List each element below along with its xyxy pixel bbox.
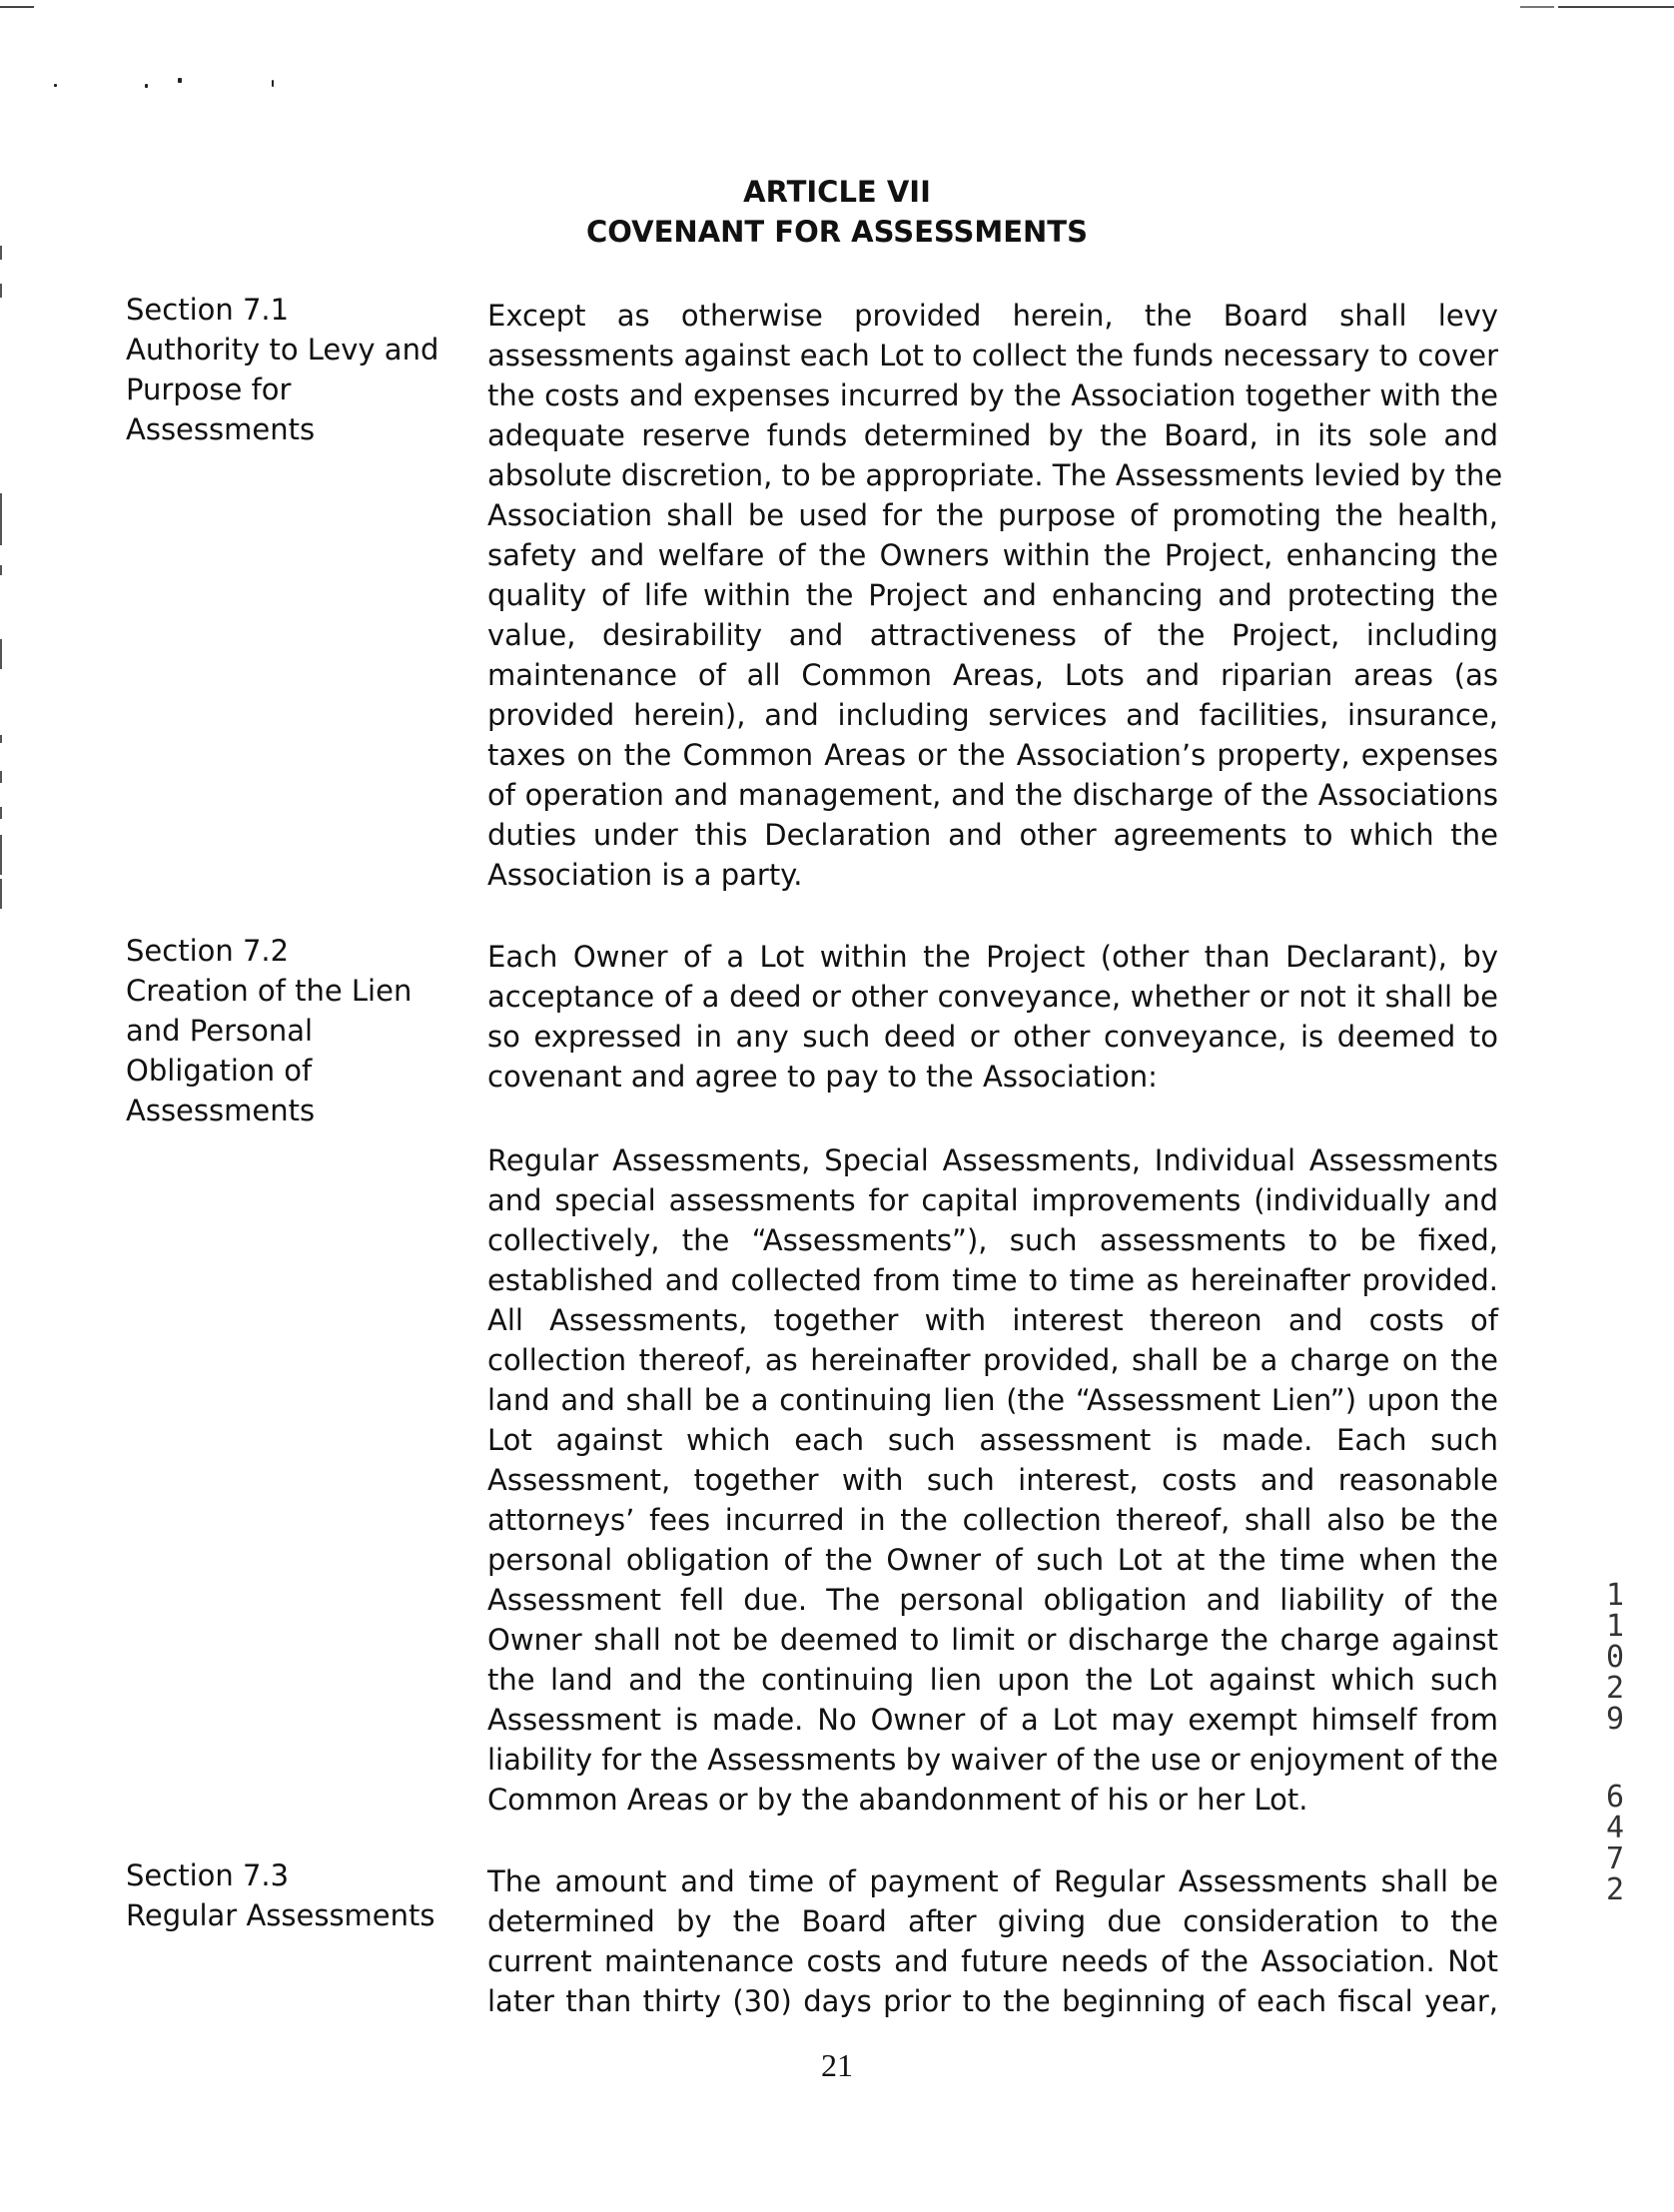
stamp-digit: 1 — [1605, 1578, 1625, 1613]
section-label-7-3 — [126, 1855, 455, 1935]
section-title-line: Assessments — [126, 1094, 316, 1127]
text-line: duties under this Declaration and other agreements to which the — [487, 818, 1498, 852]
text-line: covenant and agree to pay to the Association: — [487, 1060, 1158, 1094]
scan-edge-line — [0, 6, 34, 8]
text-line: land and shall be a continuing lien (the “Assessment Lien”) upon the — [487, 1383, 1498, 1417]
section-title-line: Regular Assessments — [126, 1898, 435, 1932]
section-number: Section 7.1 — [126, 293, 290, 327]
section-title-line: Authority to Levy and — [126, 333, 439, 367]
text-line: the costs and expenses incurred by the Association together with the — [487, 378, 1498, 412]
text-line: personal obligation of the Owner of such Lot at the time when the — [487, 1543, 1498, 1577]
text-line: Assessment fell due. The personal obligation and liability of the — [487, 1583, 1498, 1617]
scan-margin-mark — [0, 807, 2, 819]
text-line: Association shall be used for the purpose of promoting the health, — [487, 498, 1498, 532]
text-line: collectively, the “Assessments”), such assessments to be fixed, — [487, 1223, 1498, 1257]
text-line: the land and the continuing lien upon the Lot against which such — [487, 1663, 1498, 1697]
scan-edge-line — [1520, 6, 1554, 8]
text-line: acceptance of a deed or other conveyance, whether or not it shall be — [487, 980, 1498, 1014]
section-number: Section 7.2 — [126, 934, 290, 968]
page-number: 21 — [821, 2047, 853, 2083]
text-line: Except as otherwise provided herein, the Board shall levy — [487, 299, 1498, 333]
text-line: Regular Assessments, Special Assessments, Individual Assessments — [487, 1143, 1498, 1177]
scan-edge-line — [1558, 6, 1674, 8]
section-7-1-paragraph — [487, 296, 1503, 895]
section-title-line: Creation of the Lien — [126, 974, 413, 1008]
section-7-3-paragraph — [487, 1861, 1498, 2021]
text-line: Owner shall not be deemed to limit or discharge the charge against — [487, 1623, 1498, 1657]
stamp-digit: 7 — [1605, 1842, 1625, 1876]
text-line: provided herein), and including services and facilities, insurance, — [487, 698, 1498, 732]
stamp-digit: 4 — [1605, 1811, 1625, 1845]
stamp-digit: 2 — [1605, 1671, 1625, 1706]
scan-speck — [145, 84, 148, 88]
section-title-line: Assessments — [126, 412, 316, 446]
text-line: All Assessments, together with interest thereon and costs of — [487, 1303, 1498, 1337]
scan-margin-mark — [0, 284, 2, 298]
text-line: determined by the Board after giving due consideration to the — [487, 1904, 1498, 1938]
text-line: value, desirability and attractiveness of the Project, including — [487, 618, 1498, 652]
section-number: Section 7.3 — [126, 1858, 290, 1892]
text-line: Lot against which each such assessment is made. Each such — [487, 1423, 1498, 1457]
text-line: Association is a party. — [487, 858, 803, 892]
scan-margin-mark — [0, 771, 2, 783]
article-number: ARTICLE VII — [743, 175, 931, 209]
text-line: taxes on the Common Areas or the Association’s property, expenses — [487, 738, 1498, 772]
text-line: established and collected from time to time as hereinafter provided. — [487, 1263, 1498, 1297]
text-line: The amount and time of payment of Regular Assessments shall be — [487, 1864, 1498, 1898]
text-line: absolute discretion, to be appropriate. The Assessments levied by the — [487, 458, 1503, 492]
article-heading — [0, 172, 1674, 252]
text-line: of operation and management, and the discharge of the Associations — [487, 778, 1498, 812]
text-line: Assessment is made. No Owner of a Lot may exempt himself from — [487, 1703, 1498, 1737]
text-line: and special assessments for capital improvements (individually and — [487, 1183, 1498, 1217]
text-line: quality of life within the Project and enhancing and protecting the — [487, 578, 1498, 612]
section-7-2-paragraph-1 — [487, 937, 1498, 1097]
text-line: Common Areas or by the abandonment of his or her Lot. — [487, 1783, 1308, 1817]
text-line: liability for the Assessments by waiver of the use or enjoyment of the — [487, 1743, 1498, 1777]
stamp-digit: 9 — [1605, 1702, 1625, 1737]
article-title: COVENANT FOR ASSESSMENTS — [586, 215, 1088, 249]
text-line: Assessment, together with such interest, costs and reasonable — [487, 1463, 1498, 1497]
scan-margin-mark — [0, 565, 2, 575]
section-label-7-1 — [126, 290, 455, 449]
recording-stamp-upper — [1600, 1580, 1630, 1735]
scan-margin-mark — [0, 879, 2, 909]
stamp-digit: 2 — [1605, 1872, 1625, 1907]
scan-margin-mark — [0, 493, 2, 545]
text-line: adequate reserve funds determined by the Board, in its sole and — [487, 418, 1498, 452]
scan-margin-mark — [0, 639, 2, 669]
section-title-line: and Personal — [126, 1014, 314, 1048]
section-7-2-paragraph-2 — [487, 1140, 1498, 1820]
stamp-digit: 1 — [1605, 1609, 1625, 1644]
stamp-digit: 0 — [1605, 1640, 1625, 1675]
text-line: attorneys’ fees incurred in the collection thereof, shall also be the — [487, 1503, 1498, 1537]
text-line: collection thereof, as hereinafter provided, shall be a charge on the — [487, 1343, 1498, 1377]
scan-margin-mark — [0, 735, 2, 743]
stamp-digit: 6 — [1605, 1780, 1625, 1815]
text-line: safety and welfare of the Owners within the Project, enhancing the — [487, 538, 1498, 572]
text-line: later than thirty (30) days prior to the beginning of each fiscal year, — [487, 1984, 1498, 2018]
scan-margin-mark — [0, 835, 2, 875]
scan-speck — [54, 84, 57, 87]
section-label-7-2 — [126, 931, 455, 1130]
text-line: Each Owner of a Lot within the Project (other than Declarant), by — [487, 940, 1498, 974]
text-line: so expressed in any such deed or other conveyance, is deemed to — [487, 1020, 1498, 1054]
scan-speck — [178, 78, 182, 83]
recording-stamp-lower — [1600, 1782, 1630, 1905]
section-title-line: Obligation of — [126, 1054, 313, 1088]
text-line: maintenance of all Common Areas, Lots and riparian areas (as — [487, 658, 1498, 692]
text-line: assessments against each Lot to collect the funds necessary to cover — [487, 339, 1498, 372]
scan-speck — [272, 80, 274, 87]
section-title-line: Purpose for — [126, 372, 292, 406]
text-line: current maintenance costs and future needs of the Association. Not — [487, 1944, 1498, 1978]
